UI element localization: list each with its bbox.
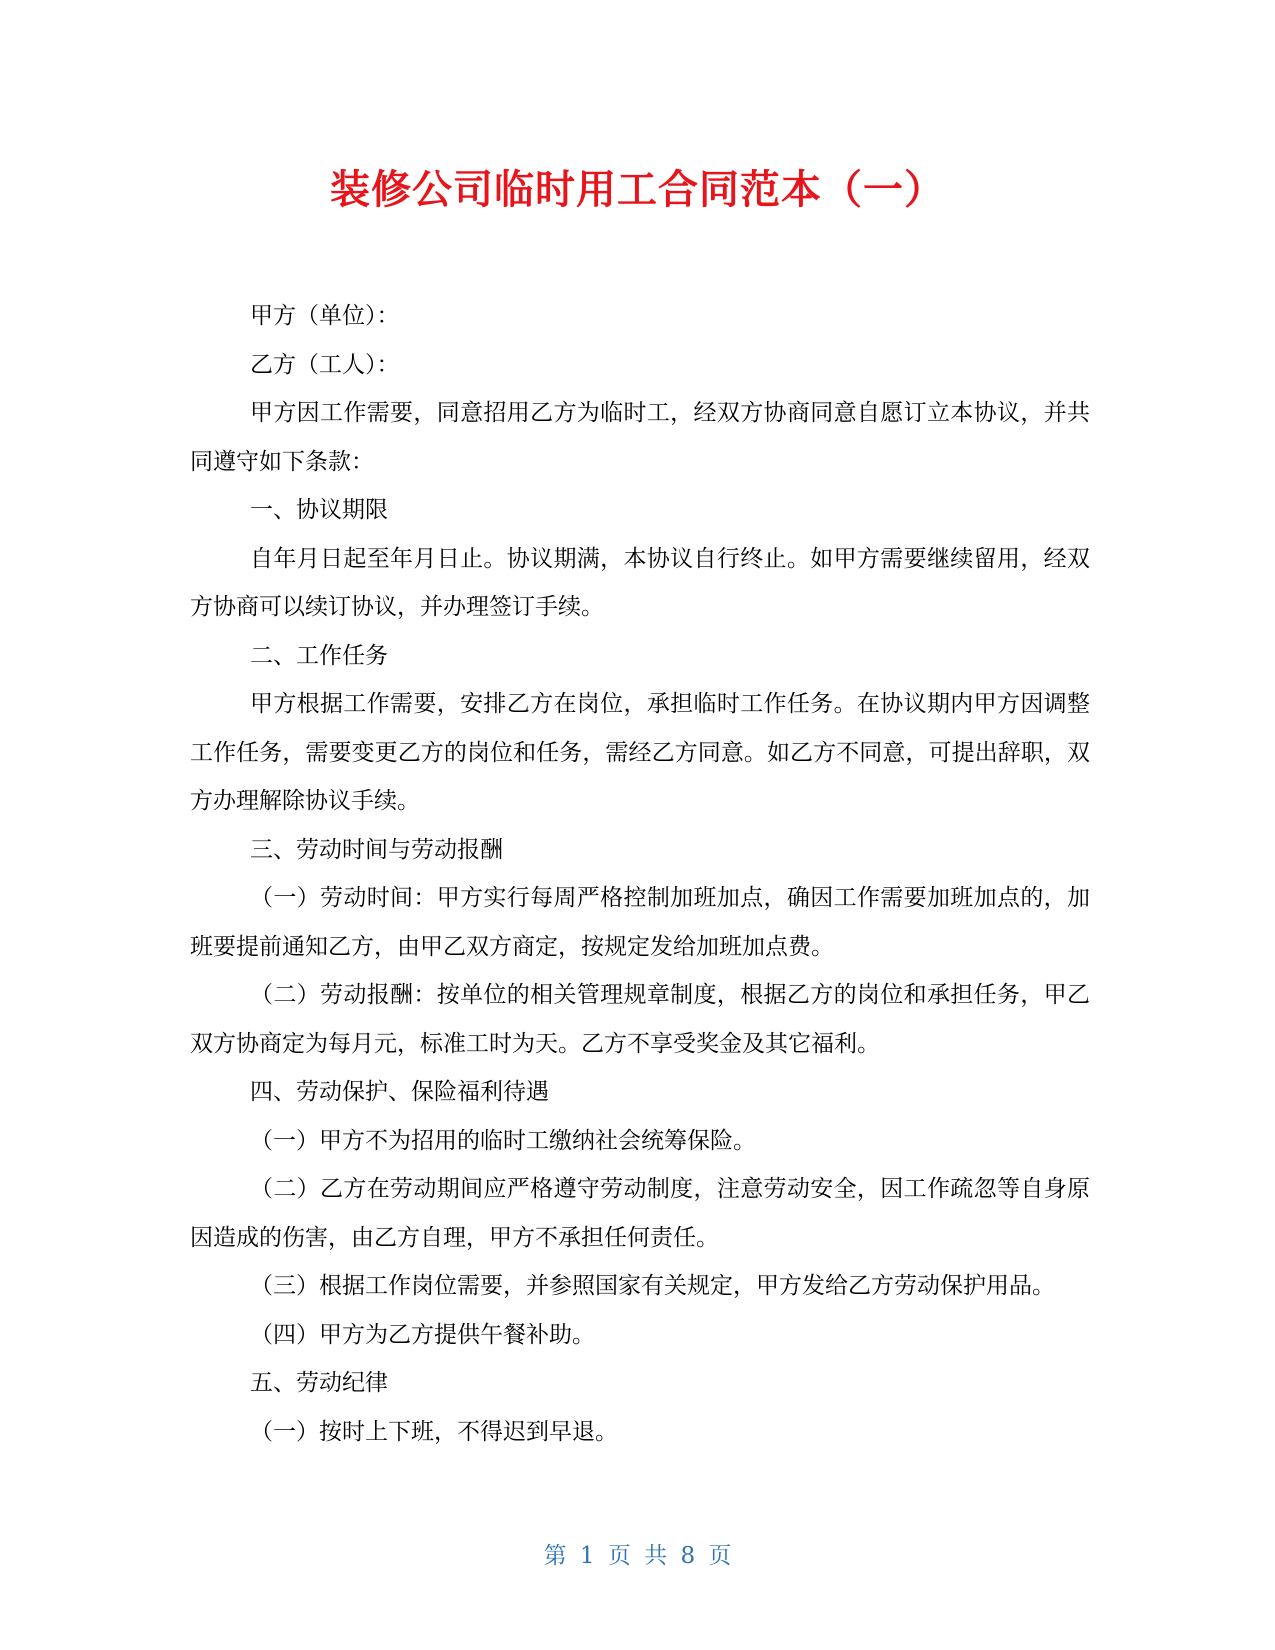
paragraph-punctuality: （一）按时上下班，不得迟到早退。 — [250, 1418, 618, 1445]
paragraph-party-b: 乙方（工人）： — [250, 351, 400, 378]
paragraph-protective-gear: （三）根据工作岗位需要，并参照国家有关规定，甲方发给乙方劳动保护用品。 — [250, 1273, 1055, 1299]
paragraph-safety: （二）乙方在劳动期间应严格遵守劳动制度，注意劳动安全，因工作疏忽等自身原因造成的伤害，由乙方自理，甲方不承担任何责任。 — [190, 1176, 1090, 1251]
document-title: 装修公司临时用工合同范本（一） — [330, 167, 945, 213]
paragraph-preamble: 甲方因工作需要，同意招用乙方为临时工，经双方协商同意自愿订立本协议，并共同遵守如下条款： — [190, 400, 1090, 475]
paragraph-lunch: （四）甲方为乙方提供午餐补助。 — [250, 1321, 595, 1348]
paragraph-term: 自年月日起至年月日止。协议期满，本协议自行终止。如甲方需要继续留用，经双方协商可以续订协议，并办理签订手续。 — [190, 545, 1090, 620]
heading-protection: 四、劳动保护、保险福利待遇 — [250, 1079, 549, 1105]
paragraph-tasks: 甲方根据工作需要，安排乙方在岗位，承担临时工作任务。在协议期内甲方因调整工作任务，需要变更乙方的岗位和任务，需经乙方同意。如乙方不同意，可提出辞职，双方办理解除协议手续。 — [190, 691, 1090, 814]
heading-term: 一、协议期限 — [250, 497, 388, 523]
paragraph-insurance: （一）甲方不为招用的临时工缴纳社会统筹保险。 — [250, 1127, 756, 1154]
paragraph-remuneration: （二）劳动报酬：按单位的相关管理规章制度，根据乙方的岗位和承担任务，甲乙双方协商定为每月元，标准工时为天。乙方不享受奖金及其它福利。 — [190, 982, 1090, 1057]
heading-tasks: 二、工作任务 — [250, 642, 388, 669]
document-body — [190, 292, 1090, 1456]
paragraph-party-a: 甲方（单位）： — [250, 303, 400, 329]
heading-time-pay: 三、劳动时间与劳动报酬 — [250, 836, 503, 863]
heading-discipline: 五、劳动纪律 — [250, 1370, 388, 1396]
page-number-footer: 第 1 页 共 8 页 — [543, 1543, 732, 1569]
paragraph-working-hours: （一）劳动时间：甲方实行每周严格控制加班加点，确因工作需要加班加点的，加班要提前通知乙方，由甲乙双方商定，按规定发给加班加点费。 — [190, 885, 1090, 960]
